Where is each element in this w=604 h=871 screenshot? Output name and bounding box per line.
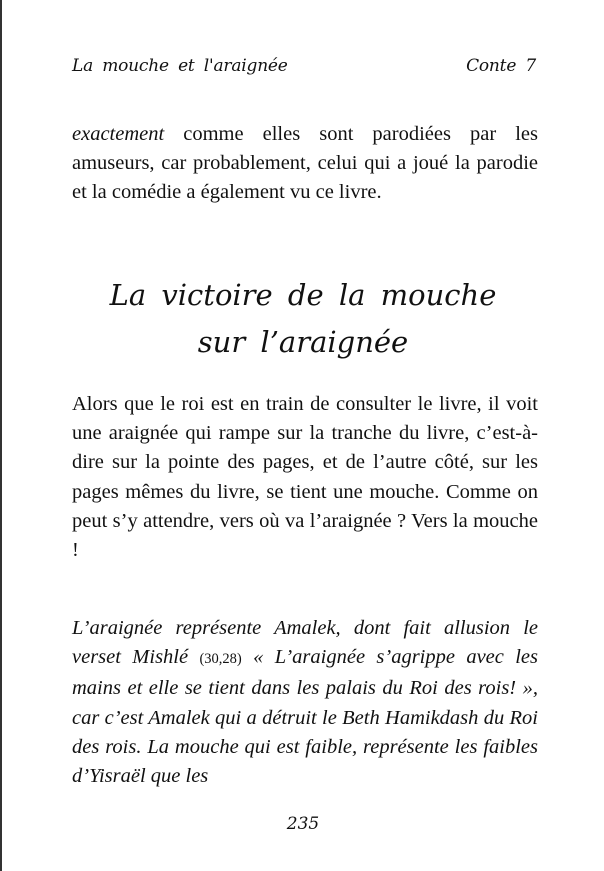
section-title-line-2: sur l’araignée <box>197 325 409 359</box>
italic-word: exactement <box>72 123 165 145</box>
paragraph-story: Alors que le roi est en train de consulter le livre, il voit une araignée qui rampe sur la tranche du livre, c’est-à-dire sur la pointe des pages, et de l’autre côté, sur les pages mêmes du livre, se tient une mouche. Comme on peut s’y attendre, vers où va l’araignée ? Vers la mouche ! <box>72 393 538 562</box>
verse-reference: (30,28) <box>199 651 242 668</box>
paragraph-text: comme elles sont parodiées par les amuseurs, car probablement, celui qui a joué la parodie et la comédie a également vu ce livre. <box>72 123 538 204</box>
header-book-title: La mouche et l'araignée <box>72 56 288 76</box>
page-number: 235 <box>286 814 320 834</box>
section-title <box>2 272 604 366</box>
running-header <box>72 56 536 76</box>
commentary-text-1: L’araignée représente Amalek, dont fait allusion le verset Mishlé <box>72 617 538 669</box>
commentary-text-2: « L’araignée s’agrippe avec les mains et elle se tient dans les palais du Roi des rois! », car c’est Amalek qui a détruit le Beth Hamikdash du Roi des rois. La mouche qui est faible, représente les faibles d’Yisraël que les <box>72 646 538 788</box>
header-chapter: Conte 7 <box>466 56 536 76</box>
paragraph-continuation <box>72 120 538 208</box>
paragraph-commentary <box>72 614 538 791</box>
section-title-line-1: La victoire de la mouche <box>109 278 497 312</box>
